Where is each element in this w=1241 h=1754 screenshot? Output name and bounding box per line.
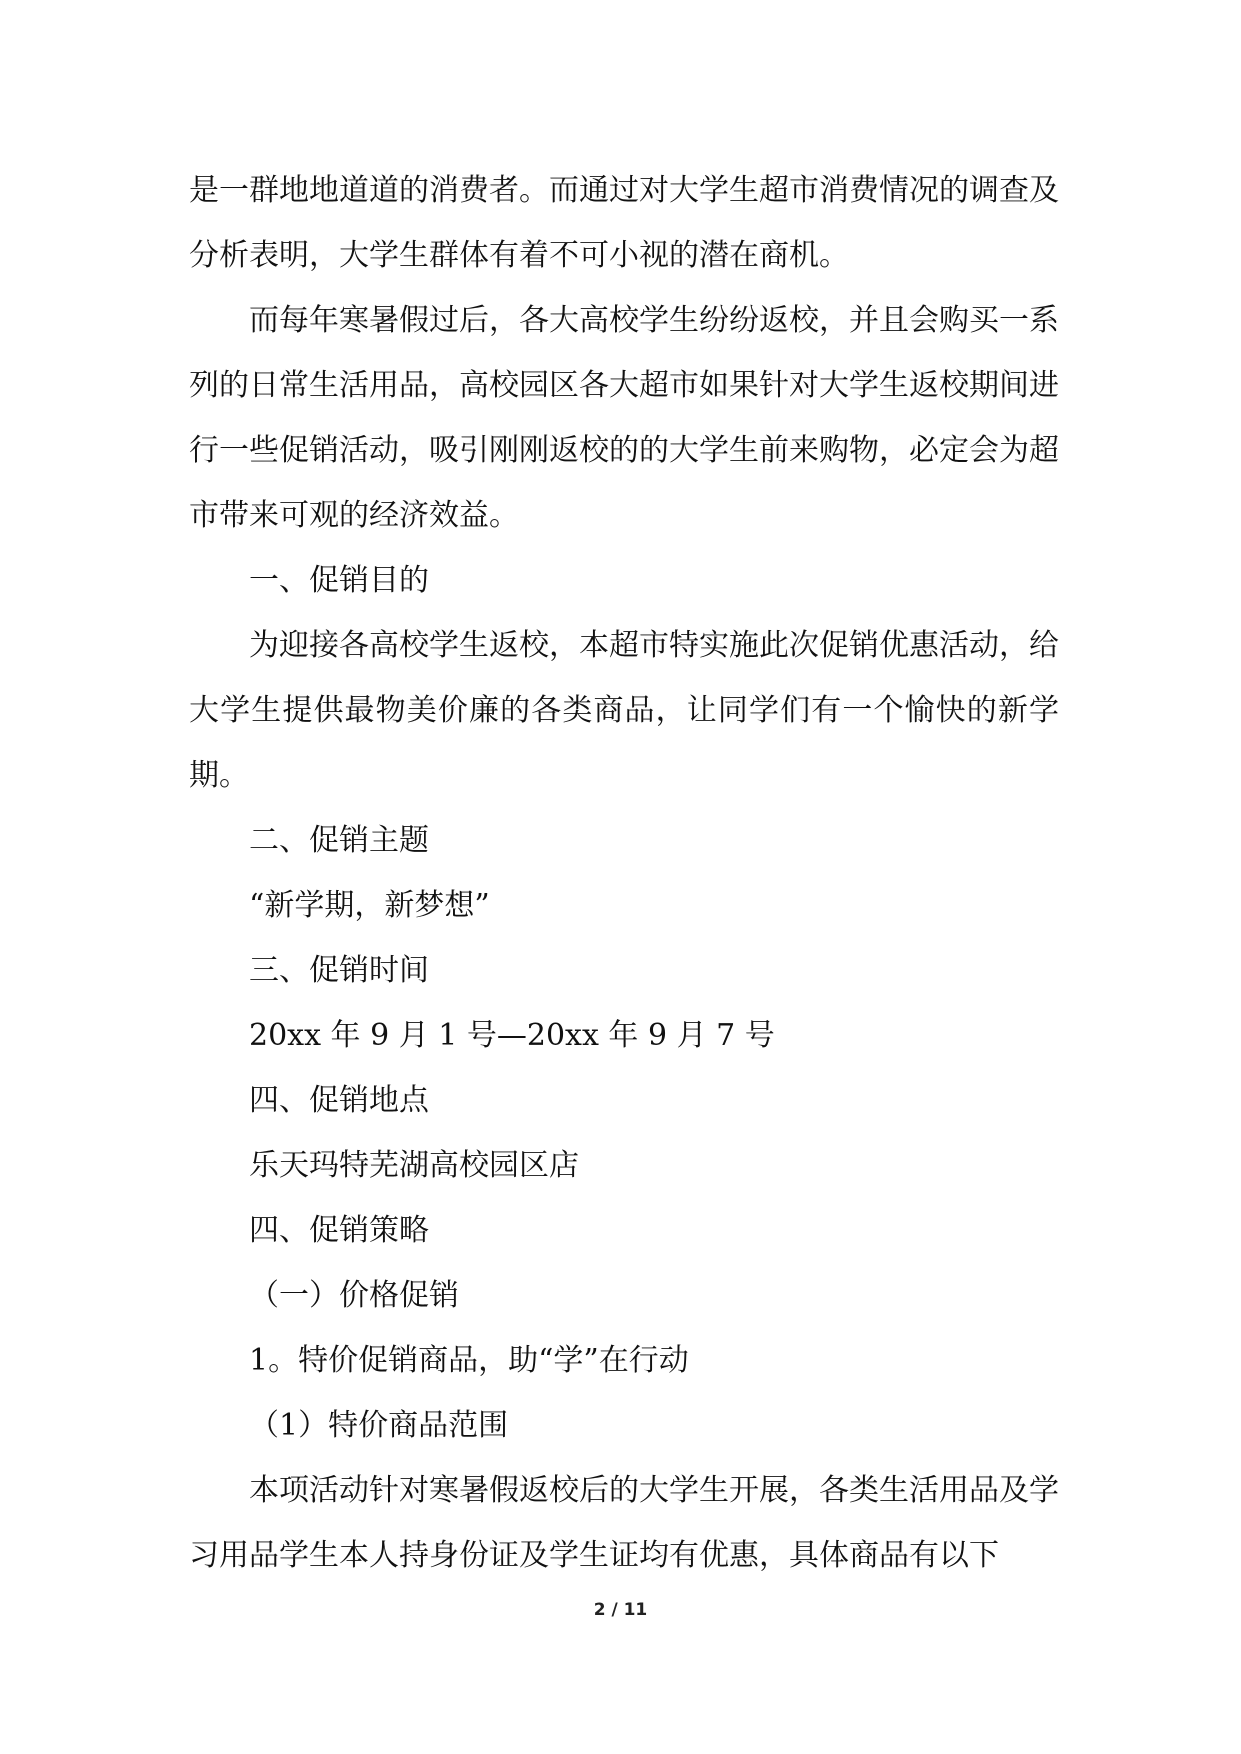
item-special-price-goods: 1。特价促销商品，助“学”在行动	[249, 1343, 689, 1378]
heading-promotion-purpose: 一、促销目的	[249, 563, 429, 598]
paragraph-purpose: 为迎接各高校学生返校，本超市特实施此次促销优惠活动，给大学生提供最物美价廉的各类商品，让同学们有一个愉快的新学期。	[189, 628, 1059, 793]
subheading-price-promotion: （一）价格促销	[249, 1278, 459, 1313]
promotion-theme-text: “新学期，新梦想”	[249, 888, 490, 923]
promotion-time-text: 20xx 年 9 月 1 号—20xx 年 9 月 7 号	[249, 1018, 775, 1053]
promotion-location-text: 乐天玛特芜湖高校园区店	[249, 1148, 579, 1183]
heading-promotion-location: 四、促销地点	[249, 1083, 429, 1118]
heading-promotion-time: 三、促销时间	[249, 953, 429, 988]
heading-promotion-theme: 二、促销主题	[249, 823, 429, 858]
item-special-goods-scope: （1）特价商品范围	[249, 1408, 509, 1443]
page-number: 2 / 11	[593, 1600, 648, 1620]
heading-promotion-strategy: 四、促销策略	[249, 1213, 429, 1248]
paragraph-activity-scope: 本项活动针对寒暑假返校后的大学生开展，各类生活用品及学习用品学生本人持身份证及学生证均有优惠，具体商品有以下	[189, 1473, 1059, 1573]
paragraph-continuation: 是一群地地道道的消费者。而通过对大学生超市消费情况的调查及分析表明，大学生群体有着不可小视的潜在商机。	[189, 173, 1059, 273]
paragraph-background: 而每年寒暑假过后，各大高校学生纷纷返校，并且会购买一系列的日常生活用品，高校园区各大超市如果针对大学生返校期间进行一些促销活动，吸引刚刚返校的的大学生前来购物，必定会为超市带来可观的经济效益。	[189, 303, 1059, 533]
document-body	[189, 158, 1059, 1588]
